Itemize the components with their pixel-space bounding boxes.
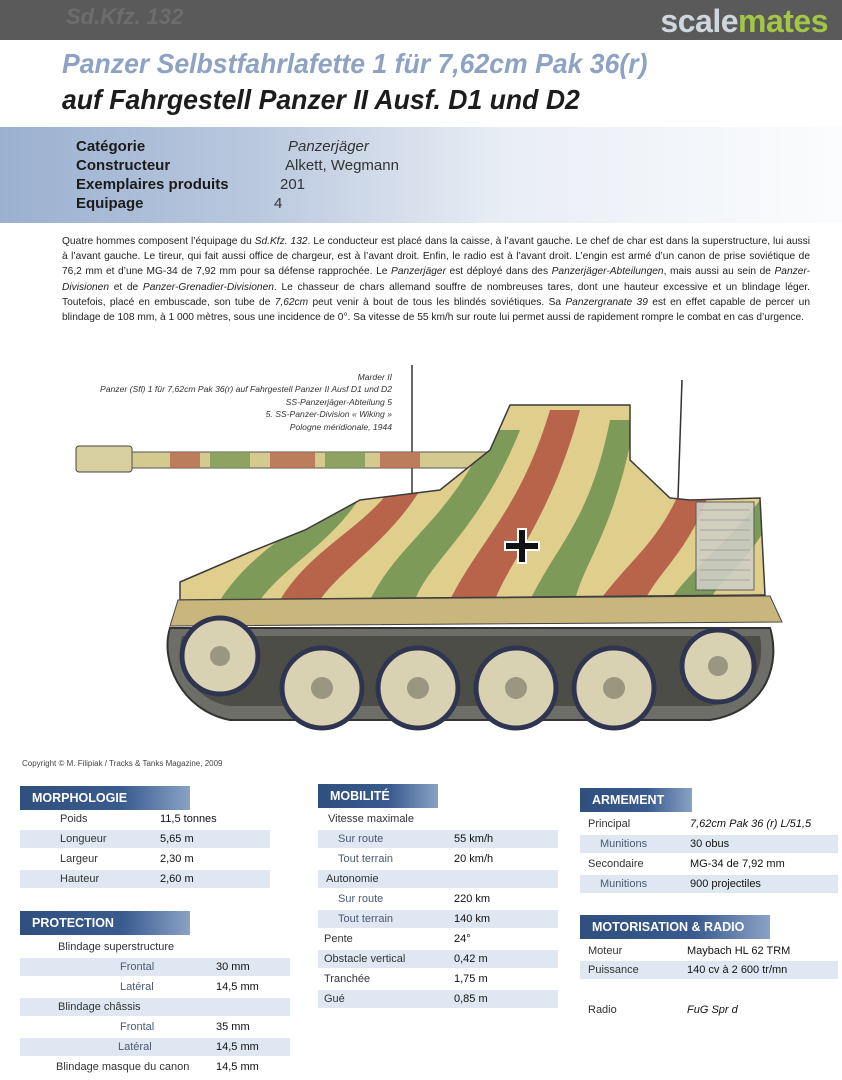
- table-row: [20, 869, 270, 889]
- section-morphologie-header: MORPHOLOGIE: [20, 786, 190, 810]
- table-row: [318, 969, 558, 989]
- table-row: [318, 909, 558, 929]
- row-value: 20 km/h: [454, 853, 494, 865]
- row-label: Obstacle vertical: [324, 953, 406, 965]
- info-value: 201: [280, 176, 306, 193]
- table-row: [20, 849, 270, 869]
- section-mobilite-header: MOBILITÉ: [318, 784, 438, 808]
- row-value: 220 km: [454, 893, 491, 905]
- table-row: [318, 889, 558, 909]
- table-row: [318, 829, 558, 849]
- row-label: Gué: [324, 993, 345, 1005]
- row-label: Autonomie: [326, 873, 379, 885]
- info-value: Alkett, Wegmann: [285, 157, 399, 174]
- table-row: [580, 1000, 838, 1020]
- description-emphasis: Panzerjäger-Abteilungen: [551, 266, 664, 278]
- description-text: peut venir à bout de tous les blindés soviétiques. Sa: [308, 296, 566, 308]
- description-text: . Le chasseur de chars allemand souffre de nombreuses tares, dont une hauteur excessive et un blindage léger. Toutefois, placé en embuscade, son tube de: [62, 281, 810, 308]
- row-label: Principal: [588, 818, 631, 830]
- row-label: Secondaire: [588, 858, 644, 870]
- description-text: , mais aussi au sein de: [663, 266, 775, 278]
- table-row: [20, 997, 290, 1017]
- table-row: [20, 977, 290, 997]
- description-emphasis: Panzer-Divisionen: [62, 266, 810, 293]
- table-row: [20, 829, 270, 849]
- row-label: Vitesse maximale: [328, 813, 414, 825]
- top-bar: [0, 0, 842, 40]
- page-title-line-1: Panzer Selbstfahrlafette 1 für 7,62cm Pak 36(r): [62, 48, 648, 79]
- row-label: Sur route: [338, 893, 384, 905]
- row-value: Maybach HL 62 TRM: [687, 945, 791, 957]
- row-value: 140 km: [454, 913, 491, 925]
- caption-line: Panzer (Sfl) 1 für 7,62cm Pak 36(r) auf Fahrgestell Panzer II Ausf D1 und D2: [100, 384, 392, 395]
- row-label: Latéral: [118, 1041, 152, 1053]
- row-label: Hauteur: [60, 873, 100, 885]
- row-value: 2,30 m: [160, 853, 194, 865]
- row-value: 14,5 mm: [216, 1041, 259, 1053]
- row-label: Pente: [324, 933, 353, 945]
- row-value: 24°: [454, 933, 471, 945]
- row-label: Moteur: [588, 945, 623, 957]
- description-emphasis: Panzer-Grenadier-Divisionen: [142, 281, 274, 293]
- row-value: 2,60 m: [160, 873, 194, 885]
- info-value: 4: [274, 195, 283, 212]
- caption-line: Marder II: [357, 372, 392, 382]
- row-value: 1,75 m: [454, 973, 488, 985]
- row-value: FuG Spr d: [687, 1004, 738, 1016]
- row-value: 35 mm: [216, 1021, 250, 1033]
- caption-line: SS-Panzerjäger-Abteilung 5: [285, 396, 392, 407]
- caption-line: 5. SS-Panzer-Division « Wiking »: [265, 409, 392, 420]
- row-label: Radio: [588, 1004, 617, 1016]
- row-value: 14,5 mm: [216, 1061, 259, 1073]
- row-value: 14,5 mm: [216, 981, 259, 993]
- row-label: Tranchée: [324, 973, 371, 985]
- row-value: 0,42 m: [454, 953, 488, 965]
- table-row: [20, 1017, 290, 1037]
- row-label: Munitions: [600, 838, 648, 850]
- caption-line: Pologne méridionale, 1944: [289, 421, 392, 432]
- table-row: [580, 874, 838, 894]
- row-label: Tout terrain: [338, 853, 394, 865]
- section-motorisation-header: MOTORISATION & RADIO: [580, 915, 770, 939]
- table-row: [580, 834, 838, 854]
- table-row: [318, 869, 558, 889]
- table-row: [318, 949, 558, 969]
- info-label: Constructeur: [76, 157, 171, 174]
- row-label: Puissance: [588, 964, 639, 976]
- summary-box: [0, 127, 842, 223]
- table-row: [20, 809, 270, 829]
- table-row: [20, 1057, 290, 1077]
- table-row: [20, 937, 290, 957]
- section-armement-header: ARMEMENT: [580, 788, 692, 812]
- table-row: [580, 814, 838, 834]
- page-title-line-2: auf Fahrgestell Panzer II Ausf. D1 und D2: [62, 84, 580, 115]
- row-value: 0,85 m: [454, 993, 488, 1005]
- brand-logo[interactable]: [660, 3, 828, 40]
- description-text: et de: [109, 281, 143, 293]
- description-text: . Le conducteur est placé dans la caisse, à l’avant gauche. Le chef de char est dans la superstructure, lui aussi à l’avant gauche. Le tireur, qui fait aussi office de chargeur, est à l’avant droit. Enfin, le radio est à l’avant droit. L’engin est armé d’un canon de prise soviétique de 76,2 mm et d’une MG-34 de 7,92 mm pour sa défense rapprochée. Le: [62, 236, 810, 278]
- row-value: 11,5 tonnes: [160, 813, 217, 825]
- row-label: Latéral: [120, 981, 154, 993]
- row-value: 30 mm: [216, 961, 250, 973]
- row-value: 55 km/h: [454, 833, 494, 845]
- brand-logo-part-1: scale: [660, 3, 738, 39]
- row-label: Blindage superstructure: [58, 941, 175, 953]
- info-label: Exemplaires produits: [76, 176, 229, 193]
- brand-logo-part-2: mates: [738, 3, 828, 39]
- table-row: [318, 809, 558, 829]
- vehicle-designation: Sd.Kfz. 132: [66, 4, 184, 29]
- description-emphasis: Panzergranate 39: [565, 296, 648, 308]
- row-label: Sur route: [338, 833, 384, 845]
- table-row: [580, 854, 838, 874]
- row-value: MG-34 de 7,92 mm: [690, 858, 785, 870]
- copyright-notice: Copyright © M. Filipiak / Tracks & Tanks Magazine, 2009: [22, 759, 223, 768]
- row-value: 900 projectiles: [690, 878, 761, 890]
- info-value: Panzerjäger: [288, 138, 369, 155]
- section-protection-header: PROTECTION: [20, 911, 190, 935]
- row-label: Poids: [60, 813, 88, 825]
- table-row: [580, 960, 838, 980]
- illustration-caption: [100, 371, 392, 433]
- info-label: Equipage: [76, 195, 144, 212]
- description-emphasis: 7,62cm: [274, 296, 309, 308]
- table-row: [20, 957, 290, 977]
- row-value: 140 cv à 2 600 tr/mn: [687, 964, 788, 976]
- row-label: Blindage châssis: [58, 1001, 141, 1013]
- description-paragraph: [62, 234, 810, 325]
- table-row: [318, 929, 558, 949]
- row-label: Munitions: [600, 878, 648, 890]
- row-label: Blindage masque du canon: [56, 1061, 190, 1073]
- description-text: Quatre hommes composent l’équipage du: [62, 236, 255, 247]
- description-emphasis: Sd.Kfz. 132: [254, 236, 308, 247]
- row-label: Tout terrain: [338, 913, 394, 925]
- row-value: 5,65 m: [160, 833, 194, 845]
- row-label: Longueur: [60, 833, 107, 845]
- description-emphasis: Panzerjäger: [391, 266, 446, 278]
- row-value: 7,62cm Pak 36 (r) L/51,5: [690, 818, 812, 830]
- description-text: est en effet capable de percer un blindage de 108 mm, à 1 000 mètres, sous une incidence de 0°. Sa vitesse de 55 km/h sur route lui permet aussi de rapidement rompre le combat en cas d’urgence.: [62, 296, 810, 324]
- row-label: Largeur: [60, 853, 98, 865]
- row-label: Frontal: [120, 961, 155, 973]
- table-row: [318, 849, 558, 869]
- table-row: [580, 941, 838, 961]
- table-row: [20, 1037, 290, 1057]
- table-row: [318, 989, 558, 1009]
- description-text: est déployé dans des: [445, 266, 552, 278]
- row-value: 30 obus: [690, 838, 730, 850]
- info-label: Catégorie: [76, 138, 146, 155]
- row-label: Frontal: [120, 1021, 155, 1033]
